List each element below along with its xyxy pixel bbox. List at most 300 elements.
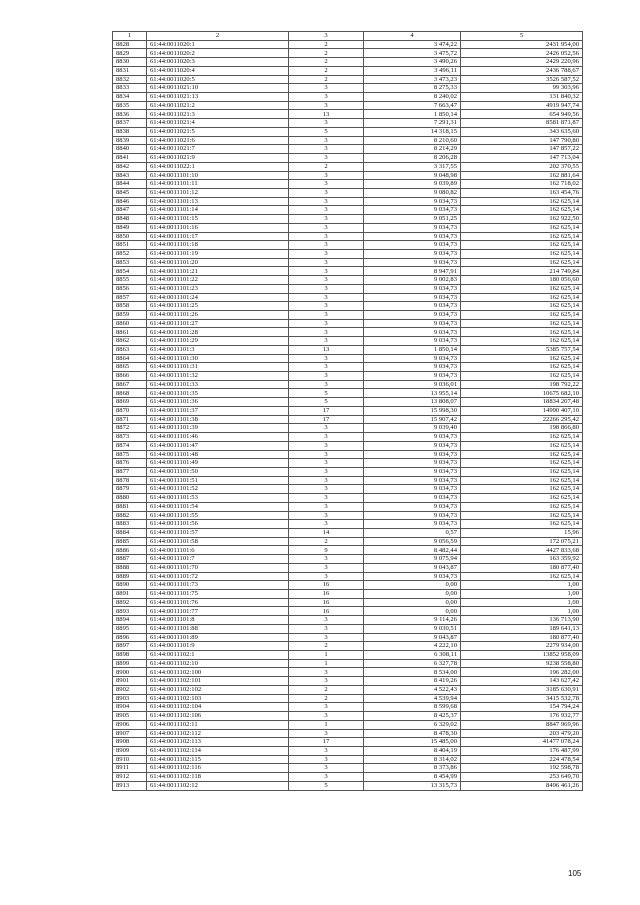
row-number-cell: 8858: [113, 302, 147, 311]
table-header: [113, 32, 583, 41]
unit-value-cell: 9 043,87: [364, 563, 461, 572]
total-value-cell: 176 487,99: [461, 746, 583, 755]
total-value-cell: 4427 833,68: [461, 546, 583, 555]
row-number-cell: 8912: [113, 773, 147, 782]
cadastral-id-cell: 61:44:0011101:18: [147, 241, 289, 250]
group-code-cell: 3: [289, 485, 364, 494]
row-number-cell: 8860: [113, 319, 147, 328]
cadastral-id-cell: 61:44:0011102:11: [147, 720, 289, 729]
table-row: [113, 66, 583, 75]
table-row: [113, 755, 583, 764]
cadastral-id-cell: 61:44:0011020:2: [147, 49, 289, 58]
total-value-cell: 13852 958,09: [461, 651, 583, 660]
table-row: [113, 555, 583, 564]
total-value-cell: 180 877,40: [461, 563, 583, 572]
unit-value-cell: 9 056,59: [364, 537, 461, 546]
unit-value-cell: 8 454,99: [364, 773, 461, 782]
row-number-cell: 8828: [113, 40, 147, 49]
table-row: [113, 171, 583, 180]
group-code-cell: 3: [289, 459, 364, 468]
cadastral-id-cell: 61:44:0011101:31: [147, 363, 289, 372]
cadastral-id-cell: 61:44:0011101:8: [147, 616, 289, 625]
total-value-cell: 162 625,14: [461, 328, 583, 337]
table-row: [113, 276, 583, 285]
table-row: [113, 302, 583, 311]
group-code-cell: 2: [289, 75, 364, 84]
table-row: [113, 145, 583, 154]
row-number-cell: 8842: [113, 162, 147, 171]
cadastral-id-cell: 61:44:0011101:11: [147, 180, 289, 189]
total-value-cell: 15,96: [461, 528, 583, 537]
row-number-cell: 8867: [113, 380, 147, 389]
group-code-cell: 3: [289, 101, 364, 110]
total-value-cell: 189 641,13: [461, 624, 583, 633]
table-row: [113, 241, 583, 250]
cadastral-id-cell: 61:44:0011101:10: [147, 171, 289, 180]
group-code-cell: 3: [289, 293, 364, 302]
table-row: [113, 572, 583, 581]
total-value-cell: 162 625,14: [461, 450, 583, 459]
row-number-cell: 8913: [113, 781, 147, 790]
unit-value-cell: 9 034,73: [364, 223, 461, 232]
group-code-cell: 5: [289, 398, 364, 407]
cadastral-id-cell: 61:44:0011101:26: [147, 311, 289, 320]
total-value-cell: 162 625,14: [461, 467, 583, 476]
table-row: [113, 415, 583, 424]
table-row: [113, 406, 583, 415]
total-value-cell: 136 713,90: [461, 616, 583, 625]
row-number-cell: 8896: [113, 633, 147, 642]
cadastral-id-cell: 61:44:0011102:115: [147, 755, 289, 764]
group-code-cell: 3: [289, 563, 364, 572]
group-code-cell: 3: [289, 372, 364, 381]
group-code-cell: 2: [289, 642, 364, 651]
group-code-cell: 2: [289, 537, 364, 546]
total-value-cell: 162 625,14: [461, 363, 583, 372]
cadastral-id-cell: 61:44:0011101:77: [147, 607, 289, 616]
group-code-cell: 17: [289, 406, 364, 415]
total-value-cell: 162 625,14: [461, 441, 583, 450]
unit-value-cell: 9 034,73: [364, 476, 461, 485]
row-number-cell: 8909: [113, 746, 147, 755]
total-value-cell: 198 866,80: [461, 424, 583, 433]
table-row: [113, 380, 583, 389]
row-number-cell: 8854: [113, 267, 147, 276]
row-number-cell: 8904: [113, 703, 147, 712]
row-number-cell: 8891: [113, 590, 147, 599]
cadastral-id-cell: 61:44:0011020:5: [147, 75, 289, 84]
table-row: [113, 206, 583, 215]
cadastral-id-cell: 61:44:0011102:113: [147, 738, 289, 747]
cadastral-id-cell: 61:44:0011021:4: [147, 119, 289, 128]
table-row: [113, 651, 583, 660]
group-code-cell: 16: [289, 607, 364, 616]
table-row: [113, 616, 583, 625]
group-code-cell: 3: [289, 773, 364, 782]
table-row: [113, 633, 583, 642]
table-body: [113, 40, 583, 790]
cadastral-value-table: [112, 31, 583, 791]
cadastral-id-cell: 61:44:0011101:17: [147, 232, 289, 241]
unit-value-cell: 8 534,00: [364, 668, 461, 677]
unit-value-cell: 9 034,73: [364, 450, 461, 459]
row-number-cell: 8864: [113, 354, 147, 363]
group-code-cell: 3: [289, 319, 364, 328]
unit-value-cell: 8 240,02: [364, 93, 461, 102]
unit-value-cell: 1 850,14: [364, 345, 461, 354]
unit-value-cell: 8 947,91: [364, 267, 461, 276]
row-number-cell: 8882: [113, 511, 147, 520]
table-row: [113, 154, 583, 163]
unit-value-cell: 9 034,73: [364, 485, 461, 494]
total-value-cell: 10675 682,10: [461, 389, 583, 398]
unit-value-cell: 8 373,86: [364, 764, 461, 773]
cadastral-id-cell: 61:44:0011101:72: [147, 572, 289, 581]
cadastral-id-cell: 61:44:0011102:100: [147, 668, 289, 677]
group-code-cell: 3: [289, 302, 364, 311]
row-number-cell: 8874: [113, 441, 147, 450]
cadastral-id-cell: 61:44:0011021:6: [147, 136, 289, 145]
group-code-cell: 3: [289, 520, 364, 529]
row-number-cell: 8872: [113, 424, 147, 433]
unit-value-cell: 6 329,02: [364, 720, 461, 729]
cadastral-id-cell: 61:44:0011101:30: [147, 354, 289, 363]
total-value-cell: 3185 630,91: [461, 685, 583, 694]
cadastral-id-cell: 61:44:0011101:33: [147, 380, 289, 389]
group-code-cell: 3: [289, 241, 364, 250]
unit-value-cell: 3 474,22: [364, 40, 461, 49]
cadastral-id-cell: 61:44:0011102:10: [147, 659, 289, 668]
unit-value-cell: 8 599,68: [364, 703, 461, 712]
total-value-cell: 192 598,78: [461, 764, 583, 773]
group-code-cell: 16: [289, 590, 364, 599]
total-value-cell: 162 625,14: [461, 502, 583, 511]
total-value-cell: 99 303,96: [461, 84, 583, 93]
cadastral-id-cell: 61:44:0011101:25: [147, 302, 289, 311]
table-row: [113, 677, 583, 686]
row-number-cell: 8894: [113, 616, 147, 625]
cadastral-id-cell: 61:44:0011101:49: [147, 459, 289, 468]
unit-value-cell: 9 034,73: [364, 467, 461, 476]
unit-value-cell: 9 034,73: [364, 258, 461, 267]
cadastral-id-cell: 61:44:0011101:19: [147, 249, 289, 258]
row-number-cell: 8892: [113, 598, 147, 607]
group-code-cell: 3: [289, 476, 364, 485]
group-code-cell: 1: [289, 651, 364, 660]
row-number-cell: 8893: [113, 607, 147, 616]
total-value-cell: 180 056,60: [461, 276, 583, 285]
row-number-cell: 8888: [113, 563, 147, 572]
table-row: [113, 433, 583, 442]
row-number-cell: 8830: [113, 58, 147, 67]
group-code-cell: 2: [289, 40, 364, 49]
row-number-cell: 8879: [113, 485, 147, 494]
cadastral-id-cell: 61:44:0011101:15: [147, 215, 289, 224]
group-code-cell: 3: [289, 624, 364, 633]
unit-value-cell: 8 404,19: [364, 746, 461, 755]
unit-value-cell: 9 080,82: [364, 188, 461, 197]
unit-value-cell: 9 075,94: [364, 555, 461, 564]
total-value-cell: 253 649,70: [461, 773, 583, 782]
group-code-cell: 9: [289, 546, 364, 555]
row-number-cell: 8851: [113, 241, 147, 250]
unit-value-cell: 9 034,73: [364, 319, 461, 328]
group-code-cell: 3: [289, 380, 364, 389]
table-row: [113, 337, 583, 346]
total-value-cell: 224 478,54: [461, 755, 583, 764]
cadastral-id-cell: 61:44:0011101:32: [147, 372, 289, 381]
row-number-cell: 8885: [113, 537, 147, 546]
table-row: [113, 58, 583, 67]
group-code-cell: 3: [289, 311, 364, 320]
total-value-cell: 22266 295,42: [461, 415, 583, 424]
cadastral-id-cell: 61:44:0011021:9: [147, 154, 289, 163]
row-number-cell: 8848: [113, 215, 147, 224]
unit-value-cell: 3 473,23: [364, 75, 461, 84]
unit-value-cell: 9 034,73: [364, 284, 461, 293]
unit-value-cell: 9 034,73: [364, 293, 461, 302]
table-row: [113, 93, 583, 102]
row-number-cell: 8836: [113, 110, 147, 119]
table-row: [113, 127, 583, 136]
row-number-cell: 8843: [113, 171, 147, 180]
cadastral-id-cell: 61:44:0011102:118: [147, 773, 289, 782]
unit-value-cell: 3 317,55: [364, 162, 461, 171]
table-row: [113, 502, 583, 511]
unit-value-cell: 8 206,28: [364, 154, 461, 163]
cadastral-id-cell: 61:44:0011101:12: [147, 188, 289, 197]
unit-value-cell: 9 002,83: [364, 276, 461, 285]
total-value-cell: 2436 788,67: [461, 66, 583, 75]
unit-value-cell: 9 034,73: [364, 494, 461, 503]
row-number-cell: 8881: [113, 502, 147, 511]
total-value-cell: 2279 934,00: [461, 642, 583, 651]
table-row: [113, 598, 583, 607]
unit-value-cell: 6 308,11: [364, 651, 461, 660]
total-value-cell: 1,00: [461, 598, 583, 607]
row-number-cell: 8834: [113, 93, 147, 102]
group-code-cell: 2: [289, 685, 364, 694]
total-value-cell: 143 627,42: [461, 677, 583, 686]
cadastral-id-cell: 61:44:0011101:50: [147, 467, 289, 476]
unit-value-cell: 8 214,29: [364, 145, 461, 154]
table-row: [113, 450, 583, 459]
unit-value-cell: 8 210,60: [364, 136, 461, 145]
table-row: [113, 424, 583, 433]
table-row: [113, 319, 583, 328]
table-row: [113, 537, 583, 546]
unit-value-cell: 3 490,26: [364, 58, 461, 67]
group-code-cell: 1: [289, 720, 364, 729]
total-value-cell: 9238 558,80: [461, 659, 583, 668]
cadastral-id-cell: 61:44:0011102:106: [147, 712, 289, 721]
group-code-cell: 3: [289, 119, 364, 128]
cadastral-id-cell: 61:44:0011101:76: [147, 598, 289, 607]
table-row: [113, 372, 583, 381]
unit-value-cell: 9 034,73: [364, 232, 461, 241]
unit-value-cell: 9 114,26: [364, 616, 461, 625]
group-code-cell: 3: [289, 197, 364, 206]
cadastral-id-cell: 61:44:0011021:2: [147, 101, 289, 110]
cadastral-id-cell: 61:44:0011101:56: [147, 520, 289, 529]
cadastral-id-cell: 61:44:0011101:55: [147, 511, 289, 520]
table-row: [113, 345, 583, 354]
unit-value-cell: 6 327,78: [364, 659, 461, 668]
total-value-cell: 162 718,02: [461, 180, 583, 189]
table-row: [113, 162, 583, 171]
group-code-cell: 16: [289, 598, 364, 607]
cadastral-id-cell: 61:44:0011021:10: [147, 84, 289, 93]
total-value-cell: 41477 078,24: [461, 738, 583, 747]
total-value-cell: 2429 220,96: [461, 58, 583, 67]
group-code-cell: 3: [289, 171, 364, 180]
row-number-cell: 8876: [113, 459, 147, 468]
table-row: [113, 773, 583, 782]
table-row: [113, 389, 583, 398]
total-value-cell: 343 635,60: [461, 127, 583, 136]
unit-value-cell: 9 034,73: [364, 241, 461, 250]
total-value-cell: 176 932,77: [461, 712, 583, 721]
cadastral-id-cell: 61:44:0011021:3: [147, 110, 289, 119]
table-row: [113, 188, 583, 197]
cadastral-id-cell: 61:44:0011020:1: [147, 40, 289, 49]
cadastral-id-cell: 61:44:0011102:102: [147, 685, 289, 694]
row-number-cell: 8901: [113, 677, 147, 686]
group-code-cell: 3: [289, 223, 364, 232]
unit-value-cell: 9 043,87: [364, 633, 461, 642]
group-code-cell: 3: [289, 276, 364, 285]
table-row: [113, 764, 583, 773]
row-number-cell: 8887: [113, 555, 147, 564]
cadastral-id-cell: 61:44:0011101:21: [147, 267, 289, 276]
cadastral-id-cell: 61:44:0011102:1: [147, 651, 289, 660]
unit-value-cell: 9 034,73: [364, 249, 461, 258]
row-number-cell: 8847: [113, 206, 147, 215]
group-code-cell: 3: [289, 328, 364, 337]
row-number-cell: 8890: [113, 581, 147, 590]
table-row: [113, 467, 583, 476]
group-code-cell: 3: [289, 249, 364, 258]
table-row: [113, 441, 583, 450]
cadastral-id-cell: 61:44:0011021:7: [147, 145, 289, 154]
group-code-cell: 5: [289, 781, 364, 790]
total-value-cell: 162 625,14: [461, 354, 583, 363]
group-code-cell: 3: [289, 136, 364, 145]
cadastral-id-cell: 61:44:0011101:35: [147, 389, 289, 398]
unit-value-cell: 13 955,14: [364, 389, 461, 398]
row-number-cell: 8899: [113, 659, 147, 668]
row-number-cell: 8871: [113, 415, 147, 424]
group-code-cell: 3: [289, 467, 364, 476]
total-value-cell: 5385 757,54: [461, 345, 583, 354]
unit-value-cell: 0,00: [364, 581, 461, 590]
unit-value-cell: 8 419,26: [364, 677, 461, 686]
unit-value-cell: 7 663,47: [364, 101, 461, 110]
table-row: [113, 590, 583, 599]
table-row: [113, 75, 583, 84]
table-row: [113, 101, 583, 110]
group-code-cell: 3: [289, 633, 364, 642]
group-code-cell: 3: [289, 572, 364, 581]
unit-value-cell: 9 034,73: [364, 441, 461, 450]
table-row: [113, 607, 583, 616]
unit-value-cell: 9 034,73: [364, 363, 461, 372]
cadastral-id-cell: 61:44:0011101:39: [147, 424, 289, 433]
total-value-cell: 18834 207,48: [461, 398, 583, 407]
total-value-cell: 147 790,80: [461, 136, 583, 145]
total-value-cell: 162 625,14: [461, 520, 583, 529]
total-value-cell: 162 625,14: [461, 311, 583, 320]
group-code-cell: 2: [289, 49, 364, 58]
total-value-cell: 1,00: [461, 590, 583, 599]
group-code-cell: 3: [289, 145, 364, 154]
table-row: [113, 729, 583, 738]
unit-value-cell: 8 425,37: [364, 712, 461, 721]
total-value-cell: 162 625,14: [461, 372, 583, 381]
table-row: [113, 215, 583, 224]
table-row: [113, 485, 583, 494]
group-code-cell: 2: [289, 694, 364, 703]
unit-value-cell: 13 315,73: [364, 781, 461, 790]
table-row: [113, 511, 583, 520]
table-row: [113, 459, 583, 468]
cadastral-id-cell: 61:44:0011101:13: [147, 197, 289, 206]
total-value-cell: 214 749,84: [461, 267, 583, 276]
column-header-number: 1: [113, 32, 147, 41]
cadastral-id-cell: 61:44:0011101:57: [147, 528, 289, 537]
total-value-cell: 162 625,14: [461, 284, 583, 293]
column-header-unit-value: 4: [364, 32, 461, 41]
row-number-cell: 8850: [113, 232, 147, 241]
table-row: [113, 703, 583, 712]
cadastral-id-cell: 61:44:0011101:20: [147, 258, 289, 267]
unit-value-cell: 7 291,31: [364, 119, 461, 128]
cadastral-id-cell: 61:44:0011101:46: [147, 433, 289, 442]
table-row: [113, 746, 583, 755]
total-value-cell: 162 625,14: [461, 241, 583, 250]
group-code-cell: 3: [289, 755, 364, 764]
table-row: [113, 232, 583, 241]
total-value-cell: 172 075,21: [461, 537, 583, 546]
table-row: [113, 528, 583, 537]
row-number-cell: 8880: [113, 494, 147, 503]
row-number-cell: 8849: [113, 223, 147, 232]
cadastral-id-cell: 61:44:0011102:104: [147, 703, 289, 712]
total-value-cell: 162 625,14: [461, 223, 583, 232]
group-code-cell: 16: [289, 581, 364, 590]
table-row: [113, 267, 583, 276]
group-code-cell: 3: [289, 712, 364, 721]
row-number-cell: 8897: [113, 642, 147, 651]
row-number-cell: 8907: [113, 729, 147, 738]
row-number-cell: 8902: [113, 685, 147, 694]
table-row: [113, 84, 583, 93]
cadastral-id-cell: 61:44:0011101:89: [147, 633, 289, 642]
unit-value-cell: 1 850,14: [364, 110, 461, 119]
row-number-cell: 8833: [113, 84, 147, 93]
table-row: [113, 659, 583, 668]
group-code-cell: 5: [289, 389, 364, 398]
row-number-cell: 8868: [113, 389, 147, 398]
table-row: [113, 712, 583, 721]
group-code-cell: 3: [289, 511, 364, 520]
row-number-cell: 8832: [113, 75, 147, 84]
cadastral-id-cell: 61:44:0011102:101: [147, 677, 289, 686]
row-number-cell: 8841: [113, 154, 147, 163]
table-row: [113, 328, 583, 337]
group-code-cell: 13: [289, 110, 364, 119]
cadastral-id-cell: 61:44:0011101:23: [147, 284, 289, 293]
